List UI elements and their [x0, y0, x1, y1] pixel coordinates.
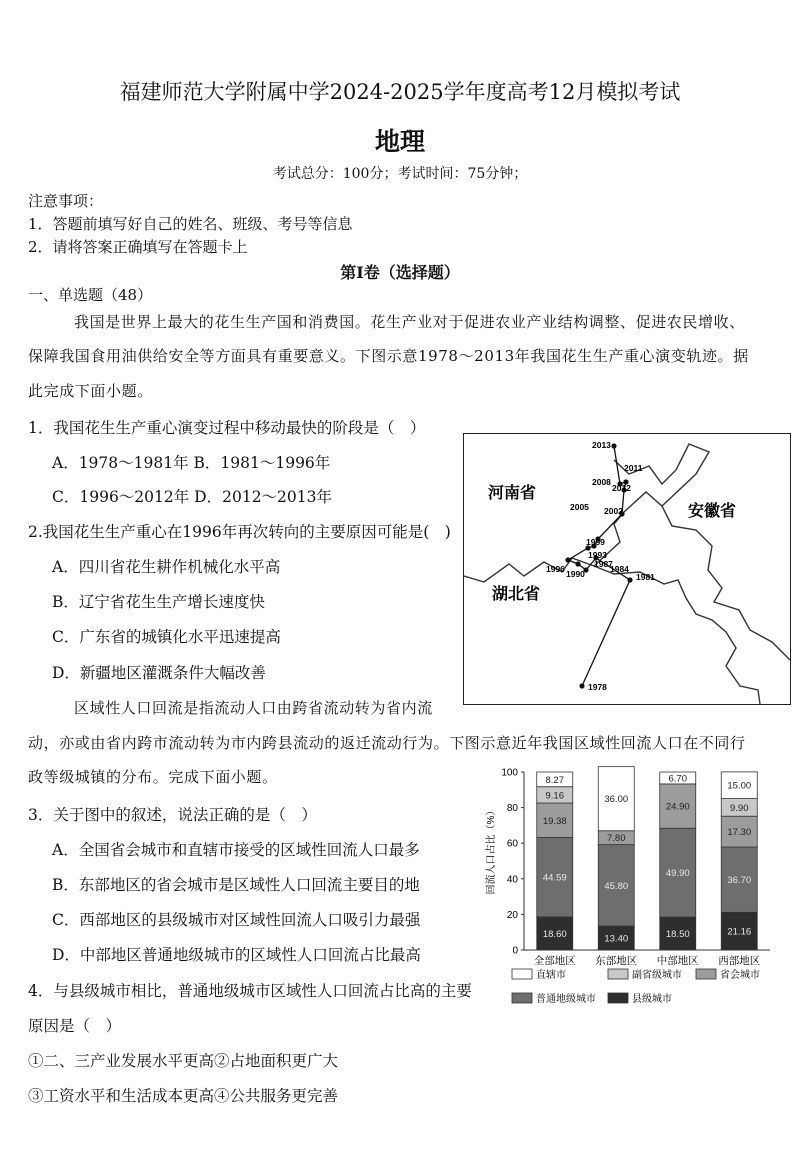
data-label: 45.80 [604, 880, 629, 892]
q2-option-b: B．辽宁省花生生产增长速度快 [52, 593, 265, 611]
y-tick-label: 0 [512, 945, 518, 957]
q3-option-b: B．东部地区的省会城市是区域性人口回流主要目的地 [52, 876, 420, 894]
year-label-2011: 2011 [624, 463, 643, 473]
year-label-1990: 1990 [566, 569, 585, 579]
year-label-1993: 1993 [588, 550, 607, 560]
y-tick-label: 100 [501, 767, 518, 779]
passage2-line2: 动，亦或由省内跨市流动转为市内跨县流动的返迁流动行为。下图示意近年我国区域性回流人口在不同行 [28, 734, 746, 752]
legend-swatch [696, 969, 716, 979]
hubei-boundary [594, 566, 760, 704]
q1-stem: 1．我国花生生产重心演变过程中移动最快的阶段是（ ） [28, 419, 426, 437]
data-label: 36.00 [604, 794, 629, 806]
section-title: 第Ⅰ卷（选择题） [340, 263, 460, 282]
passage1-line3: 此完成下面小题。 [28, 382, 153, 400]
x-tick-label: 东部地区 [595, 955, 638, 967]
year-label-2002: 2002 [604, 506, 623, 516]
x-tick-label: 中部地区 [656, 955, 699, 967]
legend-swatch [512, 969, 532, 979]
year-label-1987: 1987 [594, 559, 613, 569]
q4-stem-line2: 原因是（ ） [28, 1017, 122, 1035]
q2-option-c: C．广东省的城镇化水平迅速提高 [52, 628, 281, 646]
data-label: 6.70 [668, 773, 687, 785]
data-label: 44.59 [542, 872, 567, 884]
section-part: 一、单选题（48） [28, 286, 153, 304]
y-tick-label: 20 [506, 909, 518, 921]
peanut-centroid-map [463, 433, 791, 705]
label-henan: 河南省 [488, 485, 537, 502]
exam-info: 考试总分：100分；考试时间：75分钟； [272, 166, 528, 182]
legend-label: 直辖市 [536, 970, 566, 981]
q4-options-line1: ①二、三产业发展水平更高②占地面积更广大 [28, 1052, 339, 1070]
data-label: 9.16 [545, 790, 564, 802]
year-label-1981: 1981 [636, 572, 655, 582]
passage2-line3: 政等级城镇的分布。完成下面小题。 [28, 768, 278, 786]
legend-swatch [608, 969, 628, 979]
henan-boundary [464, 444, 709, 582]
data-label: 13.40 [604, 933, 629, 945]
q3-option-d: D．中部地区普通地级城市的区域性人口回流占比最高 [52, 946, 421, 964]
y-tick-label: 60 [506, 838, 518, 850]
legend-label: 副省级城市 [632, 970, 682, 981]
data-label: 8.27 [545, 774, 564, 786]
notice-item-1: 1．答题前填写好自己的姓名、班级、考号等信息 [28, 215, 353, 233]
data-label: 15.00 [727, 780, 752, 792]
subject-title: 地理 [374, 127, 425, 156]
q1-options-row2: C．1996～2012年 D．2012～2013年 [52, 488, 332, 506]
year-label-1978: 1978 [588, 682, 607, 692]
q2-option-d: D．新疆地区灌溉条件大幅改善 [52, 664, 266, 682]
year-label-1999: 1999 [586, 537, 605, 547]
x-tick-label: 全部地区 [533, 955, 576, 967]
x-tick-label: 西部地区 [718, 955, 761, 967]
q2-stem: 2.我国花生生产重心在1996年再次转向的主要原因可能是( ) [28, 523, 451, 541]
label-hubei: 湖北省 [492, 586, 541, 603]
legend-swatch [512, 993, 532, 1003]
q3-option-a: A．全国省会城市和直辖市接受的区域性回流人口最多 [52, 841, 420, 859]
passage1-line2: 保障我国食用油供给安全等方面具有重要意义。下图示意1978～2013年我国花生生产重心演变轨迹。据 [28, 347, 749, 365]
return-population-chart [478, 762, 778, 1020]
data-label: 36.70 [727, 875, 752, 887]
year-label-1996: 1996 [546, 564, 565, 574]
data-label: 24.90 [665, 801, 690, 813]
data-label: 18.50 [665, 929, 690, 941]
data-label: 7.80 [607, 833, 626, 845]
q3-stem: 3．关于图中的叙述，说法正确的是（ ） [28, 806, 317, 824]
year-label-2013: 2013 [592, 440, 611, 450]
data-label: 49.90 [665, 868, 690, 880]
data-label: 17.30 [727, 827, 752, 839]
q4-options-line2: ③工资水平和生活成本更高④公共服务更完善 [28, 1087, 339, 1105]
notice-item-2: 2．请将答案正确填写在答题卡上 [28, 238, 248, 256]
year-label-2008: 2008 [592, 477, 611, 487]
y-tick-label: 80 [506, 803, 518, 815]
q1-options-row1: A．1978～1981年 B．1981～1996年 [52, 454, 331, 472]
data-label: 19.38 [542, 815, 567, 827]
data-label: 9.90 [730, 802, 749, 814]
data-label: 18.60 [542, 928, 567, 940]
passage2-line1: 区域性人口回流是指流动人口由跨省流动转为省内流 [74, 699, 433, 717]
legend-swatch [608, 993, 628, 1003]
notice-heading: 注意事项： [28, 192, 104, 210]
year-label-2012: 2012 [612, 483, 631, 493]
passage1-line1: 我国是世界上最大的花生生产国和消费国。花生产业对于促进农业产业结构调整、促进农民增收、 [74, 313, 745, 331]
anhui-boundary [662, 506, 790, 660]
year-label-2005: 2005 [570, 502, 589, 512]
q2-option-a: A．四川省花生耕作机械化水平高 [52, 558, 281, 576]
year-label-1984: 1984 [610, 564, 629, 574]
legend-label: 县级城市 [632, 994, 672, 1005]
y-axis-label: 回流人口占比（%） [486, 805, 497, 895]
y-tick-label: 40 [506, 874, 518, 886]
label-anhui: 安徽省 [688, 503, 737, 520]
q4-stem-line1: 4．与县级城市相比，普通地级城市区域性人口回流占比高的主要 [28, 982, 472, 1000]
q3-option-c: C．西部地区的县级城市对区域性回流人口吸引力最强 [52, 911, 421, 929]
legend-label: 普通地级城市 [536, 994, 596, 1005]
legend-label: 省会城市 [720, 970, 760, 981]
data-label: 21.16 [727, 926, 752, 938]
exam-title: 福建师范大学附属中学2024-2025学年度高考12月模拟考试 [119, 80, 681, 104]
